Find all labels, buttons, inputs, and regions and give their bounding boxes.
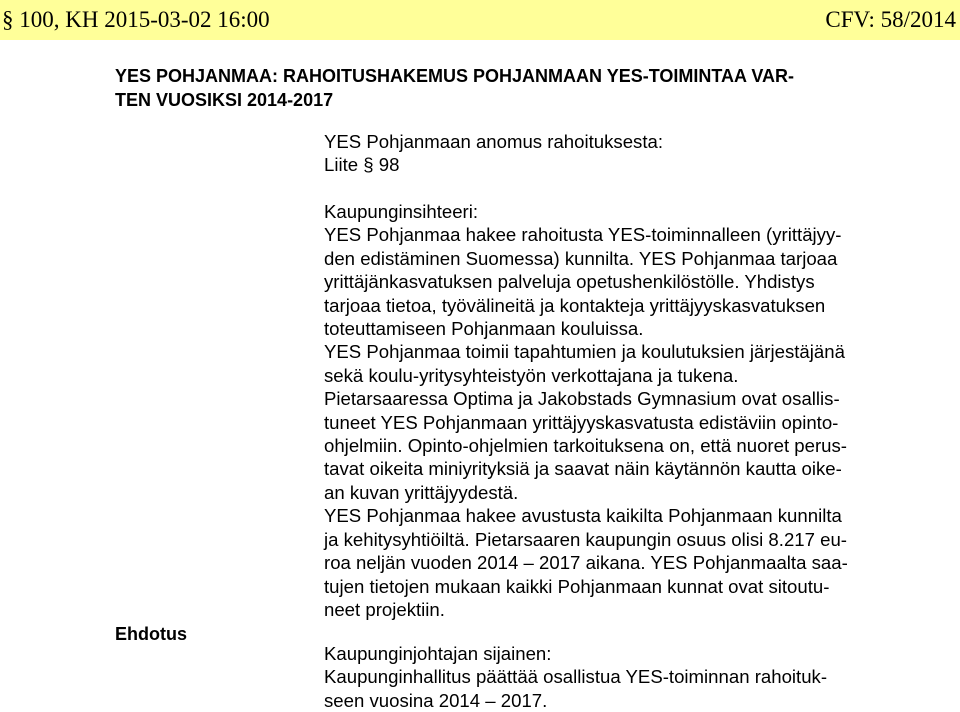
paragraph-line: tarjoaa tietoa, työvälineitä ja kontakteja yrittäjyyskasvatuksen [324, 294, 826, 316]
paragraph-line: neet projektiin. [324, 598, 445, 620]
proposal-line: seen vuosina 2014 – 2017. [324, 689, 548, 711]
paragraph-line: sekä koulu-yritysyhteistyön verkottajana ja tukena. [324, 364, 739, 386]
paragraph-line: ohjelmiin. Opinto-ohjelmien tarkoituksena on, että nuoret perus- [324, 435, 847, 457]
paragraph-line: roa neljän vuoden 2014 – 2017 aikana. YES Pohjanmaalta saa- [324, 552, 848, 574]
paragraph-line: yrittäjänkasvatuksen palveluja opetushenkilöstölle. Yhdistys [324, 271, 815, 293]
paragraph-line: YES Pohjanmaa hakee rahoitusta YES-toiminnalleen (yrittäjyy- [324, 224, 842, 246]
paragraph-line: tavat oikeita miniyrityksiä ja saavat näin käytännön kautta oike- [324, 458, 842, 480]
paragraph-line: toteuttamiseen Pohjanmaan kouluissa. [324, 318, 644, 340]
proposal-heading: Kaupunginjohtajan sijainen: [324, 643, 552, 664]
secretary-heading: Kaupunginsihteeri: [324, 201, 479, 222]
application-line: YES Pohjanmaan anomus rahoituksesta: [324, 131, 664, 152]
title-line: YES POHJANMAA: RAHOITUSHAKEMUS POHJANMAAN YES-TOIMINTAA VAR- [115, 66, 795, 86]
document-title [115, 64, 855, 112]
paragraph-line: tuneet YES Pohjanmaan yrittäjyyskasvatusta edistäviin opinto- [324, 411, 839, 433]
secretary-statement [324, 200, 954, 621]
paragraph-line: ja kehitysyhtiöiltä. Pietarsaaren kaupungin osuus olisi 8.217 eu- [324, 528, 848, 550]
proposal-line: Kaupunginhallitus päättää osallistua YES-toiminnan rahoituk- [324, 666, 828, 688]
paragraph-line: den edistäminen Suomessa) kunnilta. YES Pohjanmaa tarjoaa [324, 247, 838, 269]
proposal-label: Ehdotus [115, 624, 187, 644]
title-line: TEN VUOSIKSI 2014-2017 [115, 90, 334, 110]
header-case-number: CFV: 58/2014 [825, 7, 956, 32]
paragraph-line: YES Pohjanmaa toimii tapahtumien ja koulutuksien järjestäjänä [324, 341, 845, 363]
proposal-text [324, 642, 954, 712]
paragraph-line: tujen tietojen mukaan kaikki Pohjanmaan kunnat ovat sitoutu- [324, 575, 830, 597]
paragraph-line: Pietarsaaressa Optima ja Jakobstads Gymnasium ovat osallis- [324, 388, 840, 410]
header-meeting-reference: § 100, KH 2015-03-02 16:00 [2, 7, 270, 32]
application-reference [324, 130, 954, 177]
document-header [0, 0, 960, 40]
paragraph-line: an kuvan yrittäjyydestä. [324, 481, 519, 503]
paragraph-line: YES Pohjanmaa hakee avustusta kaikilta Pohjanmaan kunnilta [324, 505, 842, 527]
attachment-reference: Liite § 98 [324, 154, 400, 176]
